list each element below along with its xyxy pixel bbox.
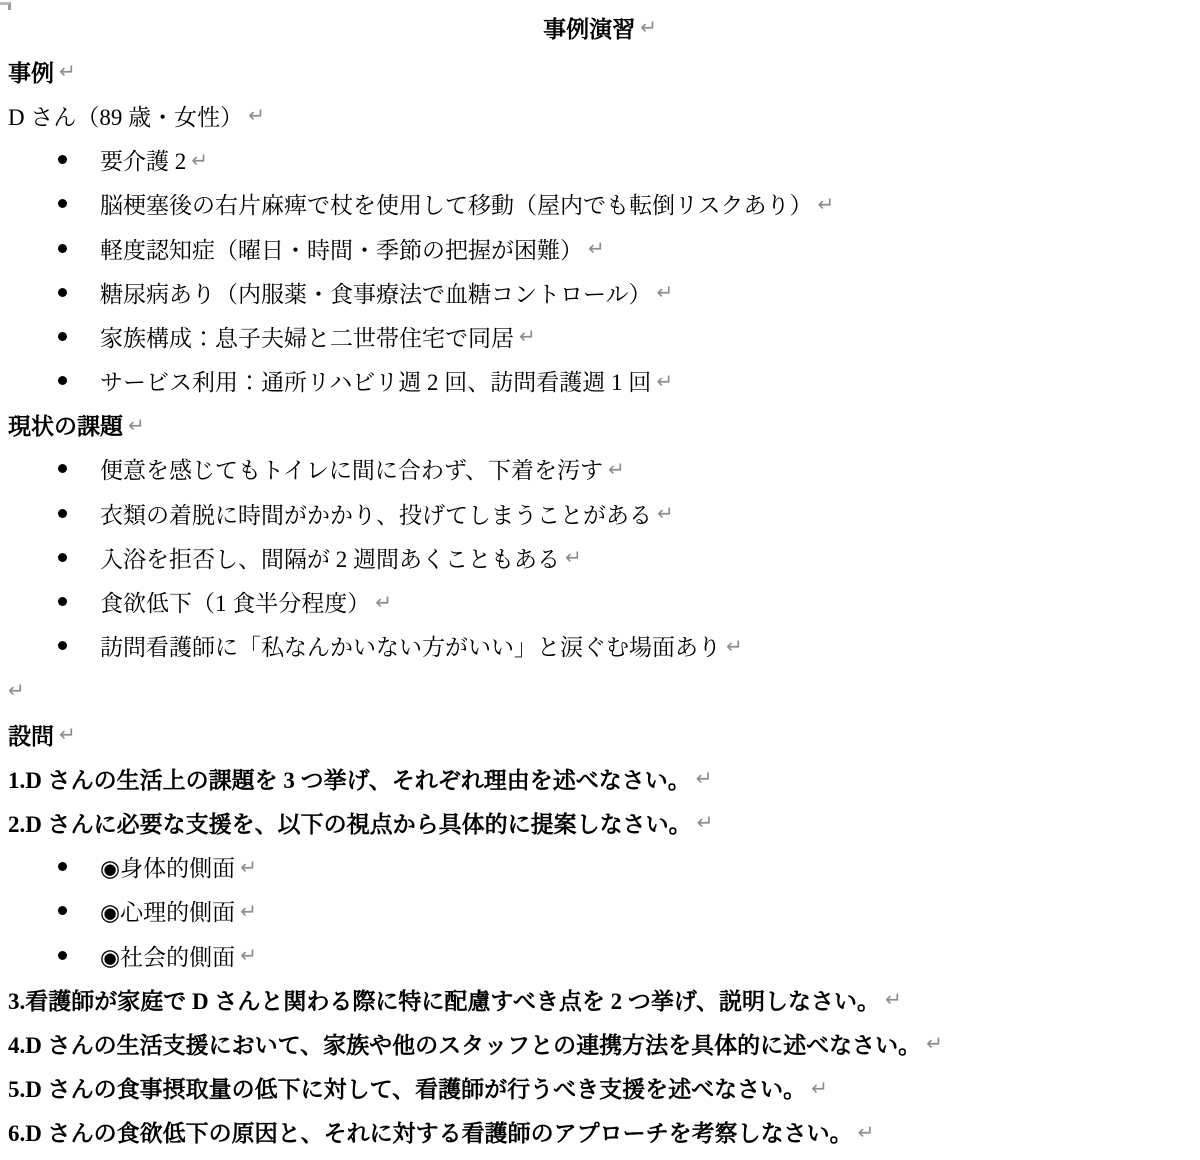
question-6-text: 6.D さんの食欲低下の原因と、それに対する看護師のアプローチを考察しなさい。 xyxy=(8,1121,853,1147)
issues-heading-line xyxy=(0,403,1200,447)
paragraph-mark-icon: ↵ xyxy=(128,412,145,437)
paragraph-mark-icon: ↵ xyxy=(657,501,674,526)
bullet-icon xyxy=(58,464,67,473)
paragraph-mark-icon: ↵ xyxy=(884,987,902,1012)
paragraph-mark-icon: ↵ xyxy=(59,59,76,84)
list-item xyxy=(0,491,1200,535)
paragraph-mark-icon: ↵ xyxy=(656,280,674,305)
list-item xyxy=(0,579,1200,623)
list-item xyxy=(0,359,1200,403)
list-item-text: 食欲低下（1 食半分程度） xyxy=(100,591,371,617)
list-item-text: 脳梗塞後の右片麻痺で杖を使用して移動（屋内でも転倒リスクあり） xyxy=(100,193,813,219)
question-2-line xyxy=(0,800,1200,844)
bullet-icon xyxy=(58,906,67,915)
paragraph-mark-icon: ↵ xyxy=(608,456,625,481)
list-item-text: 糖尿病あり（内服薬・食事療法で血糖コントロール） xyxy=(100,281,652,307)
questions-heading-line xyxy=(0,712,1200,756)
case-heading: 事例 xyxy=(8,60,54,86)
bullet-icon xyxy=(58,597,67,606)
paragraph-mark-icon: ↵ xyxy=(248,103,265,128)
paragraph-mark-icon: ↵ xyxy=(926,1031,943,1056)
question-3-text: 3.看護師が家庭で D さんと関わる際に特に配慮すべき点を 2 つ挙げ、説明しなさい。 xyxy=(8,988,880,1014)
paragraph-mark-icon: ↵ xyxy=(695,766,713,791)
bullet-icon xyxy=(58,199,67,208)
paragraph-mark-icon: ↵ xyxy=(565,545,582,570)
list-item-text: 訪問看護師に「私なんかいない方がいい」と涙ぐむ場面あり xyxy=(100,635,721,661)
list-item-text: 便意を感じてもトイレに間に合わず、下着を汚す xyxy=(100,458,604,484)
empty-paragraph-line xyxy=(0,668,1200,712)
document-title: 事例演習 xyxy=(543,16,636,42)
patient-line xyxy=(0,93,1200,137)
paragraph-mark-icon: ↵ xyxy=(8,677,25,702)
patient-description: D さん（89 歳・女性） xyxy=(8,104,244,130)
list-item-text: 衣類の着脱に時間がかかり、投げてしまうことがある xyxy=(100,502,652,528)
list-item xyxy=(0,270,1200,314)
issues-heading: 現状の課題 xyxy=(8,414,123,440)
aspect-psychological: ◉心理的側面 xyxy=(100,900,236,926)
list-item-text: 入浴を拒否し、間隔が 2 週間あくこともある xyxy=(100,546,560,572)
document-title-line xyxy=(0,5,1200,49)
bullet-icon xyxy=(58,332,67,341)
text-boundary-corner-mark xyxy=(0,2,11,10)
bullet-icon xyxy=(58,376,67,385)
list-item xyxy=(0,182,1200,226)
list-item xyxy=(0,845,1200,889)
paragraph-mark-icon: ↵ xyxy=(240,898,257,923)
bullet-icon xyxy=(58,288,67,297)
list-item xyxy=(0,889,1200,933)
questions-heading: 設問 xyxy=(8,723,54,749)
list-item xyxy=(0,226,1200,270)
list-item xyxy=(0,933,1200,977)
question-4-text: 4.D さんの生活支援において、家族や他のスタッフとの連携方法を具体的に述べなさい。 xyxy=(8,1032,922,1058)
list-item-text: 要介護 2 xyxy=(100,149,187,175)
question-5-line xyxy=(0,1066,1200,1110)
paragraph-mark-icon: ↵ xyxy=(59,722,76,747)
bullet-icon xyxy=(58,509,67,518)
paragraph-mark-icon: ↵ xyxy=(656,368,674,393)
question-2-text: 2.D さんに必要な支援を、以下の視点から具体的に提案しなさい。 xyxy=(8,811,692,837)
paragraph-mark-icon: ↵ xyxy=(726,633,743,658)
bullet-icon xyxy=(58,244,67,253)
paragraph-mark-icon: ↵ xyxy=(240,943,257,968)
paragraph-mark-icon: ↵ xyxy=(811,1075,828,1100)
paragraph-mark-icon: ↵ xyxy=(588,236,605,261)
question-5-text: 5.D さんの食事摂取量の低下に対して、看護師が行うべき支援を述べなさい。 xyxy=(8,1077,807,1103)
list-item xyxy=(0,624,1200,668)
question-4-line xyxy=(0,1021,1200,1065)
list-item xyxy=(0,447,1200,491)
question-1-text: 1.D さんの生活上の課題を 3 つ挙げ、それぞれ理由を述べなさい。 xyxy=(8,767,691,793)
paragraph-mark-icon: ↵ xyxy=(519,324,536,349)
list-item-text: サービス利用：通所リハビリ週 2 回、訪問看護週 1 回 xyxy=(100,370,652,396)
list-item-text: 家族構成：息子夫婦と二世帯住宅で同居 xyxy=(100,325,514,351)
list-item-text: 軽度認知症（曜日・時間・季節の把握が困難） xyxy=(100,237,583,263)
question-3-line xyxy=(0,977,1200,1021)
paragraph-mark-icon: ↵ xyxy=(696,810,714,835)
question-6-line xyxy=(0,1110,1200,1154)
list-item xyxy=(0,535,1200,579)
case-heading-line xyxy=(0,49,1200,93)
aspect-physical: ◉身体的側面 xyxy=(100,856,236,882)
paragraph-mark-icon: ↵ xyxy=(857,1119,875,1144)
list-item xyxy=(0,314,1200,358)
bullet-icon xyxy=(58,951,67,960)
bullet-icon xyxy=(58,641,67,650)
paragraph-mark-icon: ↵ xyxy=(817,191,835,216)
list-item xyxy=(0,138,1200,182)
question-1-line xyxy=(0,756,1200,800)
paragraph-mark-icon: ↵ xyxy=(240,854,257,879)
bullet-icon xyxy=(58,155,67,164)
paragraph-mark-icon: ↵ xyxy=(640,15,657,40)
paragraph-mark-icon: ↵ xyxy=(375,589,393,614)
aspect-social: ◉社会的側面 xyxy=(100,944,236,970)
bullet-icon xyxy=(58,862,67,871)
bullet-icon xyxy=(58,553,67,562)
paragraph-mark-icon: ↵ xyxy=(191,147,209,172)
